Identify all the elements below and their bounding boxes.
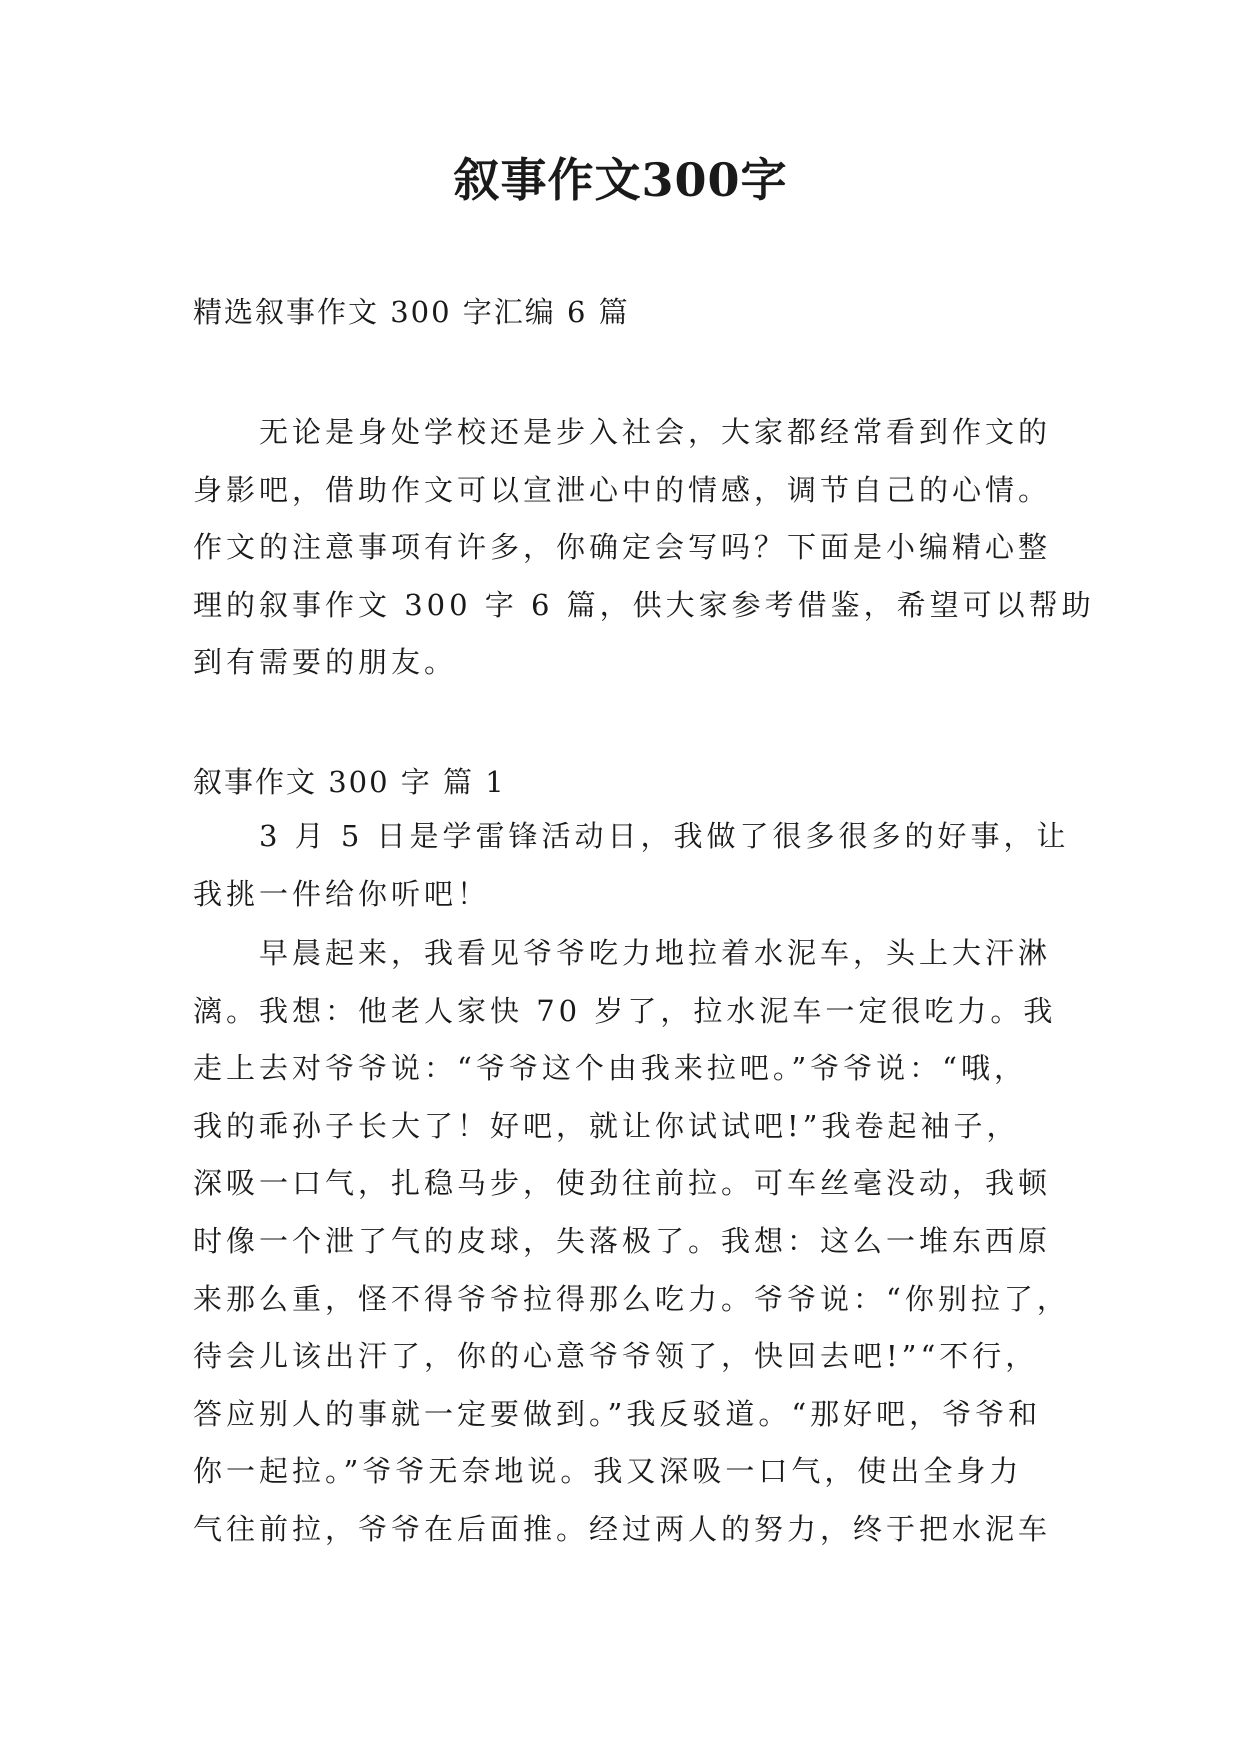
intro-line: 作文的注意事项有许多，你确定会写吗？下面是小编精心整 bbox=[193, 530, 1052, 565]
text-line: 答应别人的事就一定要做到。”我反驳道。“那好吧，爷爷和 bbox=[193, 1396, 1042, 1431]
story-paragraph-1 bbox=[193, 808, 1073, 923]
story-paragraph-2 bbox=[193, 925, 1073, 1559]
text-line: 来那么重，怪不得爷爷拉得那么吃力。爷爷说：“你别拉了， bbox=[193, 1281, 1070, 1316]
intro-line: 身影吧，借助作文可以宣泄心中的情感，调节自己的心情。 bbox=[193, 472, 1052, 507]
text-line: 待会儿该出汗了，你的心意爷爷领了，快回去吧!”“不行， bbox=[193, 1339, 1039, 1374]
text-line: 气往前拉，爷爷在后面推。经过两人的努力，终于把水泥车 bbox=[193, 1511, 1052, 1546]
text-line: 3 月 5 日是学雷锋活动日，我做了很多很多的好事，让 bbox=[193, 819, 1070, 853]
text-line: 漓。我想：他老人家快 70 岁了，拉水泥车一定很吃力。我 bbox=[193, 993, 1057, 1028]
intro-paragraph bbox=[193, 404, 1095, 692]
section-heading: 叙事作文 300 字 篇 1 bbox=[193, 765, 506, 799]
intro-line: 到有需要的朋友。 bbox=[193, 645, 458, 680]
intro-line: 理的叙事作文 300 字 6 篇，供大家参考借鉴，希望可以帮助 bbox=[193, 587, 1095, 622]
text-line: 时像一个泄了气的皮球，失落极了。我想：这么一堆东西原 bbox=[193, 1223, 1052, 1258]
text-line: 我的乖孙子长大了！好吧，就让你试试吧!”我卷起袖子， bbox=[193, 1108, 1020, 1143]
page-title: 叙事作文300字 bbox=[453, 153, 788, 207]
text-line: 深吸一口气，扎稳马步，使劲往前拉。可车丝毫没动，我顿 bbox=[193, 1166, 1052, 1201]
text-line: 走上去对爷爷说：“爷爷这个由我来拉吧。”爷爷说：“哦， bbox=[193, 1051, 1027, 1086]
text-line: 我挑一件给你听吧！ bbox=[193, 876, 491, 911]
intro-line: 无论是身处学校还是步入社会，大家都经常看到作文的 bbox=[193, 415, 1052, 449]
text-line: 早晨起来，我看见爷爷吃力地拉着水泥车，头上大汗淋 bbox=[193, 936, 1052, 970]
text-line: 你一起拉。”爷爷无奈地说。我又深吸一口气，使出全身力 bbox=[193, 1454, 1023, 1489]
document-subtitle: 精选叙事作文 300 字汇编 6 篇 bbox=[193, 295, 630, 329]
